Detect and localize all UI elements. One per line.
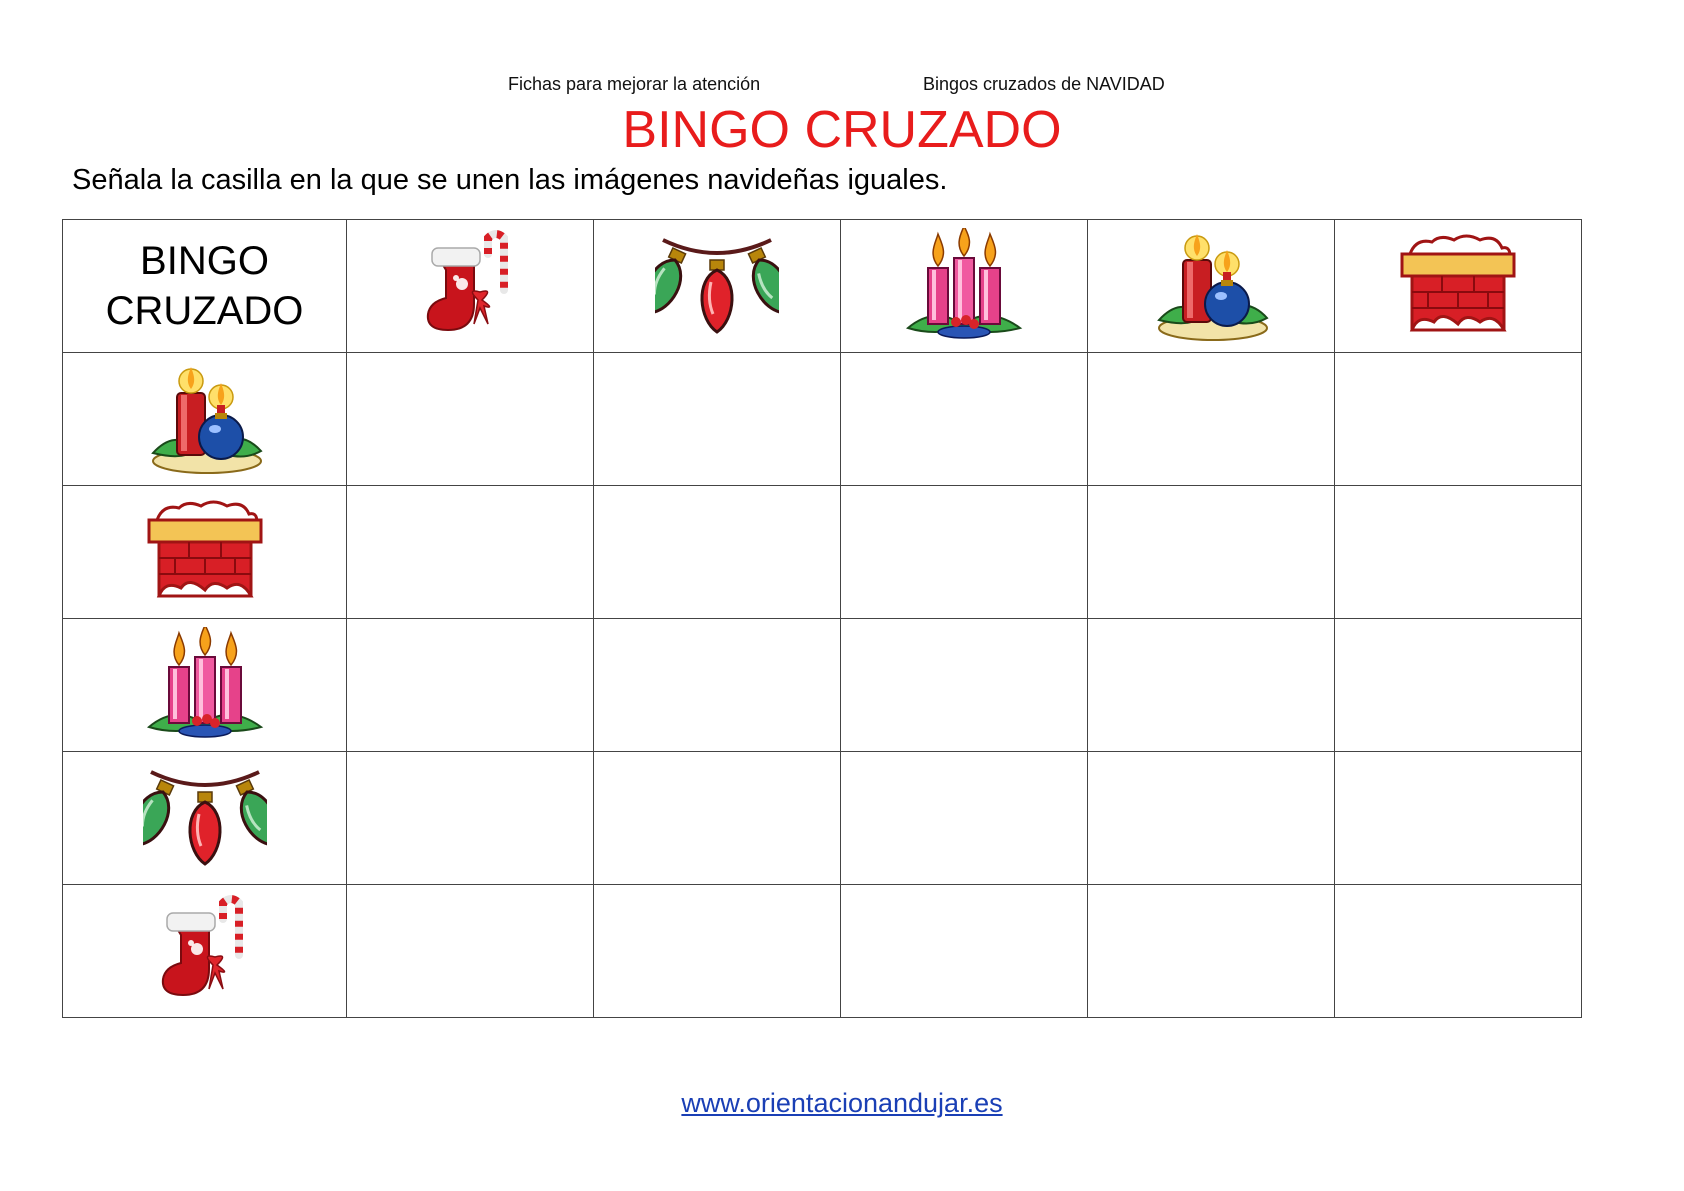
answer-cell[interactable]: [841, 353, 1088, 486]
column-header-cell: [1088, 220, 1335, 353]
answer-cell[interactable]: [1335, 486, 1582, 619]
header-right-text: Bingos cruzados de NAVIDAD: [923, 74, 1165, 94]
candle-ornament-icon: [145, 357, 265, 482]
table-row: [63, 752, 1582, 885]
answer-cell[interactable]: [347, 752, 594, 885]
table-row: [63, 353, 1582, 486]
corner-label: [63, 236, 346, 336]
column-header-cell: [347, 220, 594, 353]
chimney-icon: [1396, 232, 1520, 341]
answer-cell[interactable]: [594, 353, 841, 486]
table-row: [63, 619, 1582, 752]
corner-label-line1: BINGO: [140, 239, 269, 283]
bingo-grid: [62, 219, 1582, 1018]
answer-cell[interactable]: [594, 619, 841, 752]
row-header-cell: [63, 619, 347, 752]
row-header-cell: [63, 353, 347, 486]
christmas-lights-icon: [655, 230, 779, 343]
stocking-icon: [153, 895, 257, 1008]
row-header-cell: [63, 885, 347, 1018]
row-header-cell: [63, 752, 347, 885]
three-candles-icon: [145, 627, 265, 744]
answer-cell[interactable]: [841, 752, 1088, 885]
instruction-text: Señala la casilla en la que se unen las imágenes navideñas iguales.: [72, 164, 948, 196]
answer-cell[interactable]: [594, 752, 841, 885]
footer: [0, 1088, 1684, 1119]
three-candles-icon: [904, 228, 1024, 345]
column-header-cell: [1335, 220, 1582, 353]
table-row: [63, 486, 1582, 619]
header-row: [63, 220, 1582, 353]
answer-cell[interactable]: [347, 353, 594, 486]
answer-cell[interactable]: [347, 619, 594, 752]
chimney-icon: [143, 498, 267, 607]
header-left-text: Fichas para mejorar la atención: [508, 74, 761, 94]
corner-cell: [63, 220, 347, 353]
answer-cell[interactable]: [347, 486, 594, 619]
column-header-cell: [594, 220, 841, 353]
answer-cell[interactable]: [1088, 885, 1335, 1018]
answer-cell[interactable]: [1088, 486, 1335, 619]
answer-cell[interactable]: [1335, 353, 1582, 486]
answer-cell[interactable]: [841, 486, 1088, 619]
table-row: [63, 885, 1582, 1018]
answer-cell[interactable]: [1335, 885, 1582, 1018]
answer-cell[interactable]: [1088, 619, 1335, 752]
corner-label-line2: CRUZADO: [105, 289, 304, 333]
answer-cell[interactable]: [1335, 619, 1582, 752]
christmas-lights-icon: [143, 762, 267, 875]
answer-cell[interactable]: [1088, 353, 1335, 486]
column-header-cell: [841, 220, 1088, 353]
candle-ornament-icon: [1151, 224, 1271, 349]
website-link[interactable]: www.orientacionandujar.es: [681, 1088, 1003, 1118]
answer-cell[interactable]: [594, 486, 841, 619]
answer-cell[interactable]: [841, 885, 1088, 1018]
answer-cell[interactable]: [347, 885, 594, 1018]
answer-cell[interactable]: [594, 885, 841, 1018]
answer-cell[interactable]: [1088, 752, 1335, 885]
row-header-cell: [63, 486, 347, 619]
page-title: BINGO CRUZADO: [622, 101, 1062, 159]
answer-cell[interactable]: [841, 619, 1088, 752]
answer-cell[interactable]: [1335, 752, 1582, 885]
stocking-icon: [418, 230, 522, 343]
